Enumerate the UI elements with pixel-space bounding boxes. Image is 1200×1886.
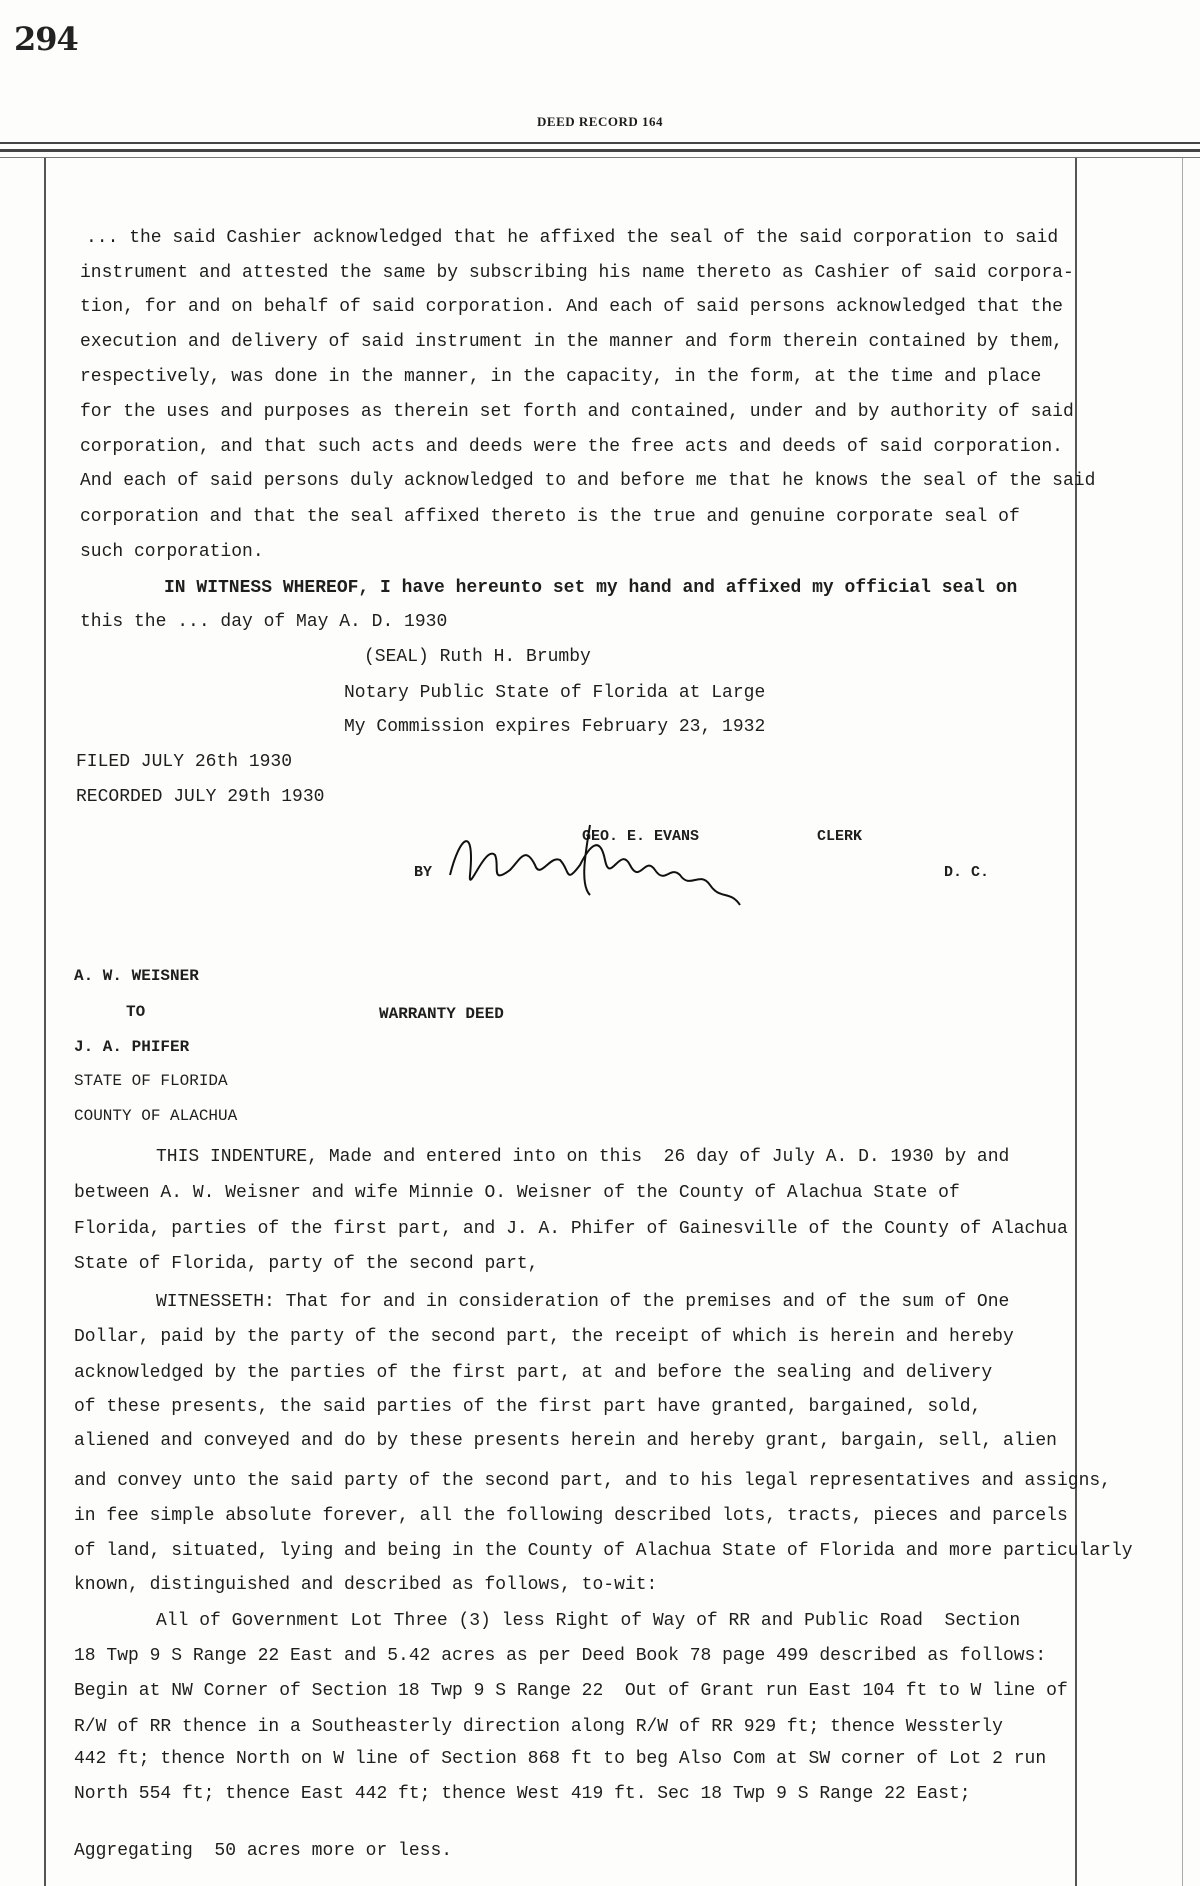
notary-line: tion, for and on behalf of said corporation. And each of said persons acknowledged that the bbox=[80, 297, 1063, 317]
record-title: DEED RECORD 164 bbox=[537, 114, 663, 129]
witnesseth-line: WITNESSETH: That for and in consideration of the premises and of the sum of One bbox=[156, 1292, 1010, 1312]
grantor-name: A. W. WEISNER bbox=[74, 967, 199, 985]
notary-title: Notary Public State of Florida at Large bbox=[344, 683, 766, 703]
county-label: COUNTY OF ALACHUA bbox=[74, 1107, 238, 1125]
witnesseth-line: of these presents, the said parties of the first part have granted, bargained, sold, bbox=[74, 1397, 982, 1417]
recorded-date: RECORDED JULY 29th 1930 bbox=[76, 787, 325, 807]
notary-line: corporation and that the seal affixed thereto is the true and genuine corporate seal of bbox=[80, 507, 1020, 527]
witnesseth-line: in fee simple absolute forever, all the following described lots, tracts, pieces and parcels bbox=[74, 1506, 1068, 1526]
notary-line: such corporation. bbox=[80, 542, 264, 562]
header-rule bbox=[0, 142, 1200, 144]
description-line: Begin at NW Corner of Section 18 Twp 9 S Range 22 Out of Grant run East 104 ft to W line of bbox=[74, 1681, 1068, 1701]
notary-line: ... the said Cashier acknowledged that he affixed the seal of the said corporation to said bbox=[86, 228, 1059, 248]
handwritten-signature bbox=[440, 815, 750, 915]
indenture-line: State of Florida, party of the second part, bbox=[74, 1254, 539, 1274]
clerk-name: GEO. E. EVANS bbox=[582, 828, 700, 845]
commission-line: My Commission expires February 23, 1932 bbox=[344, 717, 766, 737]
witnesseth-line: and convey unto the said party of the second part, and to his legal representatives and assigns, bbox=[74, 1471, 1111, 1491]
grantee-name: J. A. PHIFER bbox=[74, 1038, 190, 1056]
page-edge-line bbox=[1182, 158, 1183, 1886]
witnesseth-line: acknowledged by the parties of the first part, at and before the sealing and delivery bbox=[74, 1363, 993, 1383]
aggregate-line: Aggregating 50 acres more or less. bbox=[74, 1841, 453, 1861]
right-margin-line bbox=[1075, 158, 1077, 1886]
left-margin-line bbox=[44, 158, 46, 1886]
date-line: this the ... day of May A. D. 1930 bbox=[80, 612, 448, 632]
notary-line: execution and delivery of said instrument in the manner and form therein contained by them, bbox=[80, 332, 1063, 352]
description-line: All of Government Lot Three (3) less Right of Way of RR and Public Road Section bbox=[156, 1611, 1021, 1631]
seal-line: (SEAL) Ruth H. Brumby bbox=[364, 647, 591, 667]
by-label: BY bbox=[414, 864, 433, 881]
notary-line: respectively, was done in the manner, in the capacity, in the form, at the time and place bbox=[80, 367, 1042, 387]
filed-date: FILED JULY 26th 1930 bbox=[76, 752, 293, 772]
notary-line: for the uses and purposes as therein set forth and contained, under and by authority of said bbox=[80, 402, 1074, 422]
header-rule bbox=[0, 149, 1200, 152]
witnesseth-line: aliened and conveyed and do by these presents herein and hereby grant, bargain, sell, alien bbox=[74, 1431, 1057, 1451]
deed-type: WARRANTY DEED bbox=[379, 1005, 504, 1023]
description-line: North 554 ft; thence East 442 ft; thence West 419 ft. Sec 18 Twp 9 S Range 22 East; bbox=[74, 1784, 971, 1804]
description-line: 442 ft; thence North on W line of Section 868 ft to beg Also Com at SW corner of Lot 2 run bbox=[74, 1749, 1047, 1769]
page-number: 294 bbox=[14, 20, 78, 58]
witnesseth-line: Dollar, paid by the party of the second part, the receipt of which is herein and hereby bbox=[74, 1327, 1014, 1347]
notary-line: corporation, and that such acts and deeds were the free acts and deeds of said corporation. bbox=[80, 437, 1063, 457]
to-label: TO bbox=[126, 1003, 146, 1021]
indenture-line: Florida, parties of the first part, and J. A. Phifer of Gainesville of the County of Alachua bbox=[74, 1219, 1068, 1239]
description-line: R/W of RR thence in a Southeasterly direction along R/W of RR 929 ft; thence Wessterly bbox=[74, 1717, 1003, 1737]
notary-line: instrument and attested the same by subscribing his name thereto as Cashier of said corpora- bbox=[80, 263, 1074, 283]
indenture-line: between A. W. Weisner and wife Minnie O. Weisner of the County of Alachua State of bbox=[74, 1183, 960, 1203]
notary-line: And each of said persons duly acknowledged to and before me that he knows the seal of the said bbox=[80, 471, 1096, 491]
witnesseth-line: of land, situated, lying and being in the County of Alachua State of Florida and more particularly bbox=[74, 1541, 1133, 1561]
witness-line: IN WITNESS WHEREOF, I have hereunto set my hand and affixed my official seal on bbox=[164, 578, 1018, 598]
description-line: 18 Twp 9 S Range 22 East and 5.42 acres as per Deed Book 78 page 499 described as follows: bbox=[74, 1646, 1047, 1666]
witnesseth-line: known, distinguished and described as follows, to-wit: bbox=[74, 1575, 658, 1595]
indenture-line: THIS INDENTURE, Made and entered into on this 26 day of July A. D. 1930 by and bbox=[156, 1147, 1010, 1167]
state-label: STATE OF FLORIDA bbox=[74, 1072, 228, 1090]
clerk-title: CLERK bbox=[817, 828, 863, 845]
deputy-clerk-label: D. C. bbox=[944, 864, 990, 881]
header-rule bbox=[0, 157, 1200, 158]
